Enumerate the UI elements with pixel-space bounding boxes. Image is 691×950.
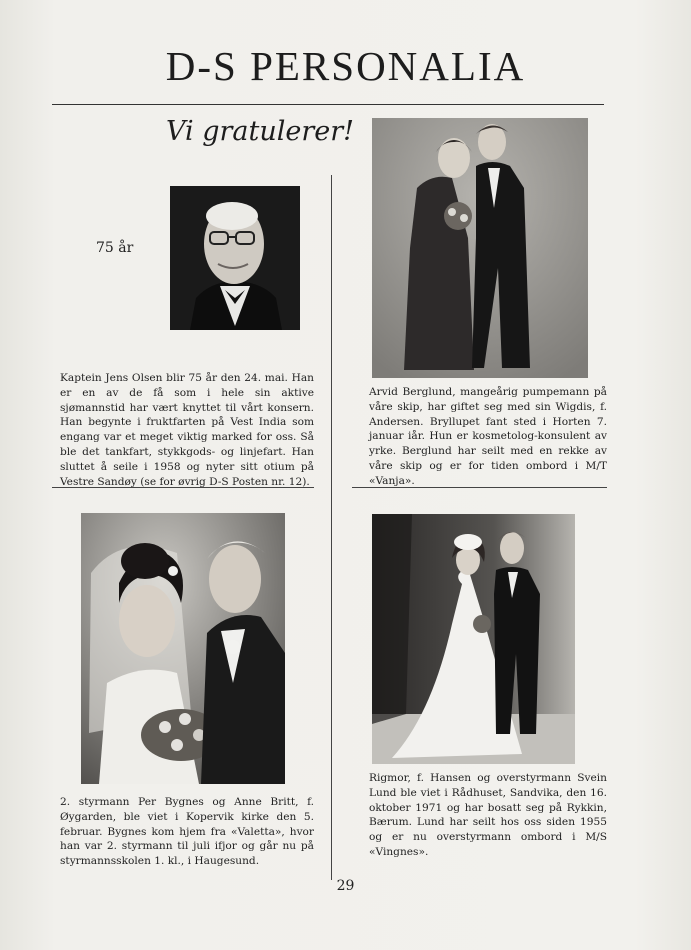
page-subtitle: Vi gratulerer! — [165, 116, 355, 147]
title-rule — [52, 104, 604, 105]
wedding-couple-illustration — [81, 513, 285, 784]
caption-bygnes: 2. styrmann Per Bygnes og Anne Britt, f. Øygarden, ble viet i Kopervik kirke den 5. februar. Bygnes kom hjem fra «Valetta», hvor han var 2. styrmann til juli ifjor og går nu på styrmannsskolen 1. kl., i Haugesund. — [60, 796, 314, 868]
wedding-photo-bygnes — [81, 513, 285, 784]
page-number: 29 — [336, 878, 355, 894]
caption-berglund: Arvid Berglund, mangeårig pumpemann på våre skip, har giftet seg med sin Wigdis, f. Andersen. Bryllupet fant sted i Horten 7. januar iår. Hun er kosmetolog-konsulent av yrke. Berglund har seilt med en rekke av våre skip og er for tiden ombord i M/T «Vanja». — [369, 386, 607, 487]
wedding-photo-berglund — [372, 118, 588, 378]
portrait-photo-jens-olsen — [170, 186, 300, 330]
page-title: D-S PERSONALIA — [165, 43, 526, 89]
age-label: 75 år — [96, 240, 134, 256]
column-divider — [331, 175, 332, 880]
wedding-couple-illustration — [372, 514, 575, 764]
caption-jens-olsen: Kaptein Jens Olsen blir 75 år den 24. mai. Han er en av de få som i hele sin aktive sjømannstid har vært knyttet til vårt konsern. Han begynte i fruktfarten på Vest India som engang var et meget viktig marked for oss. Så ble det tankfart, stykkgods- og linjefart. Han sluttet å seile i 1958 og nyter sitt otium på Vestre Sandøy (se for øvrig D-S Posten nr. 12). — [60, 372, 314, 488]
caption-lund: Rigmor, f. Hansen og overstyrmann Svein Lund ble viet i Rådhuset, Sandvika, den 16. oktober 1971 og har bosatt seg på Rykkin, Bærum. Lund har seilt hos oss siden 1955 og er nu overstyrmann ombord i M/S «Vingnes». — [369, 772, 607, 858]
wedding-photo-lund — [372, 514, 575, 764]
wedding-couple-illustration — [372, 118, 588, 378]
portrait-illustration — [170, 186, 300, 330]
